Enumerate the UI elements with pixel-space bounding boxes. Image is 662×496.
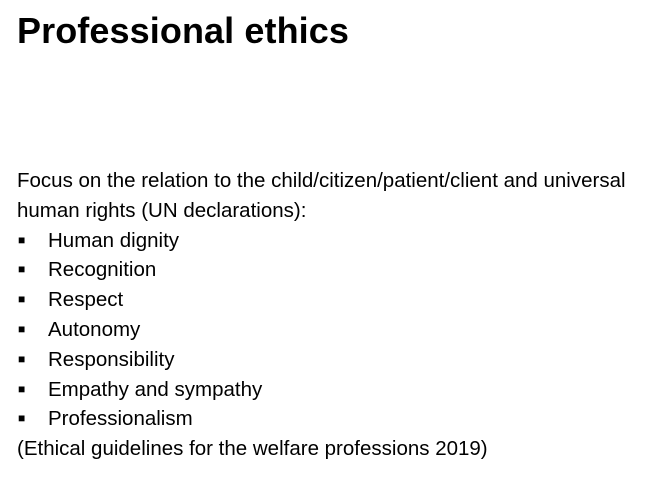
square-bullet-icon: ■: [18, 381, 26, 396]
bullet-item-recognition: [17, 255, 657, 285]
bullet-label: Professionalism: [48, 407, 193, 431]
bullet-label: Autonomy: [48, 317, 141, 341]
square-bullet-icon: ■: [18, 351, 26, 366]
bullet-item-respect: [17, 285, 657, 315]
slide-body: [17, 166, 657, 464]
bullet-label: Human dignity: [48, 228, 180, 252]
slide-title: Professional ethics: [17, 10, 350, 51]
square-bullet-icon: ■: [18, 411, 26, 426]
intro-text: Focus on the relation to the child/citizen/patient/client and universal human rights (UN declarations):: [17, 169, 626, 222]
bullet-item-human-dignity: [17, 226, 657, 256]
square-bullet-icon: ■: [18, 292, 26, 307]
square-bullet-icon: ■: [18, 232, 26, 247]
bullet-item-professionalism: [17, 404, 657, 434]
bullet-label: Responsibility: [48, 347, 175, 371]
bullet-label: Recognition: [48, 258, 157, 282]
square-bullet-icon: ■: [18, 262, 26, 277]
square-bullet-icon: ■: [18, 321, 26, 336]
bullet-item-empathy-and-sympathy: [17, 375, 657, 405]
bullet-label: Empathy and sympathy: [48, 377, 263, 401]
bullet-item-responsibility: [17, 345, 657, 375]
bullet-label: Respect: [48, 288, 124, 312]
citation-text: (Ethical guidelines for the welfare professions 2019): [17, 437, 488, 461]
bullet-item-autonomy: [17, 315, 657, 345]
bullet-list: [17, 226, 657, 435]
